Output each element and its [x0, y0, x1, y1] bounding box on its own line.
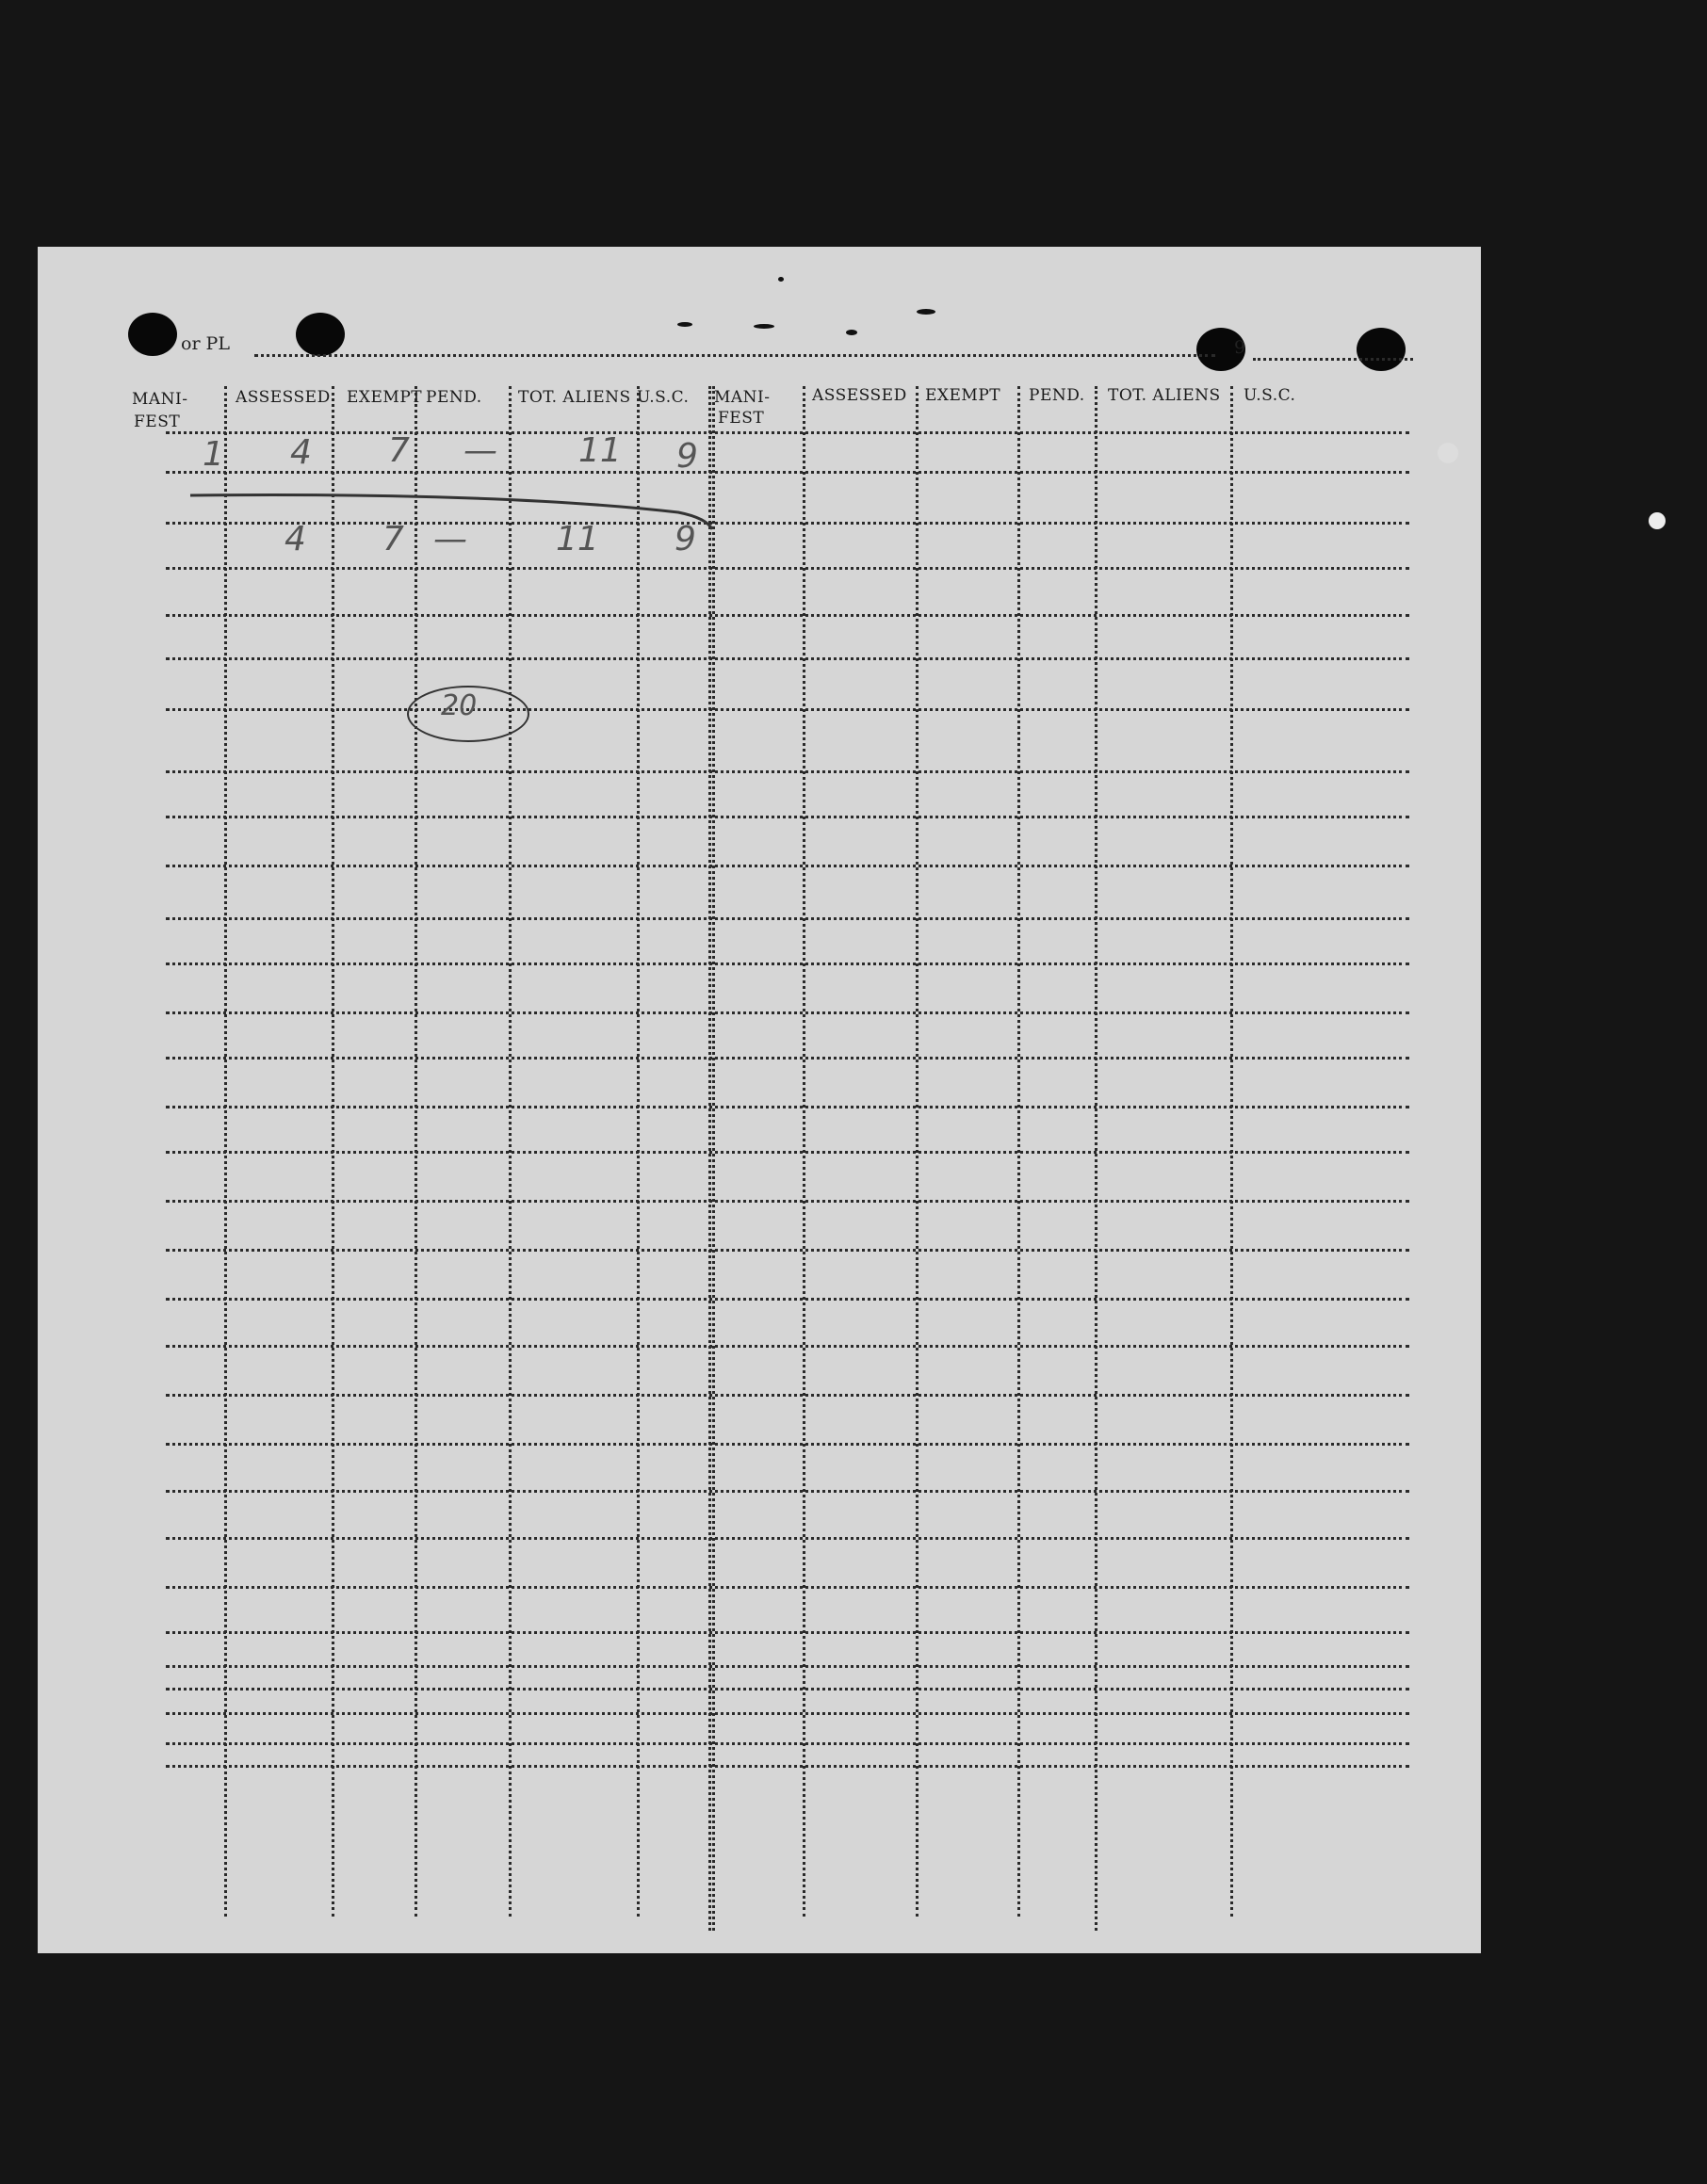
col-header-assessed-2: ASSESSED — [812, 386, 907, 405]
form-header-prefix: or PL — [181, 333, 230, 354]
grid-row-line — [166, 1057, 1409, 1060]
col-header-manifest-1: MANI- — [132, 390, 188, 409]
grid-row-line — [166, 708, 1409, 711]
grid-column-line — [1017, 386, 1020, 1917]
entry-pend: — — [463, 431, 497, 470]
punch-hole-left-1 — [128, 313, 177, 356]
punch-hole-left-2 — [296, 313, 345, 356]
grid-column-line — [637, 386, 640, 1917]
ink-speck — [677, 322, 692, 327]
col-header-pend-1: PEND. — [426, 388, 482, 407]
margin-speck — [1438, 443, 1458, 463]
col-header-assessed-1: ASSESSED — [236, 388, 331, 407]
grid-row-line — [166, 1742, 1409, 1745]
margin-speck — [1649, 512, 1666, 529]
grid-column-line — [708, 386, 711, 1931]
grid-column-line — [916, 386, 919, 1917]
col-header-manifest-1-line2: FEST — [134, 413, 181, 431]
grid-row-line — [166, 816, 1409, 818]
col-header-usc-1: U.S.C. — [637, 388, 690, 407]
entry-exempt: 7 — [388, 431, 410, 470]
entry-manifest: 1 — [203, 435, 224, 474]
col-header-usc-2: U.S.C. — [1244, 386, 1296, 405]
col-header-pend-2: PEND. — [1029, 386, 1085, 405]
grid-row-line — [166, 1011, 1409, 1014]
ink-speck — [917, 309, 935, 315]
grid-column-line — [509, 386, 512, 1917]
grid-column-line — [224, 386, 227, 1917]
grid-column-line — [1230, 386, 1233, 1917]
total-usc: 9 — [675, 520, 696, 558]
col-header-tot-aliens-2: TOT. ALIENS — [1108, 386, 1221, 405]
col-header-manifest-2-line2: FEST — [718, 409, 765, 428]
col-header-exempt-2: EXEMPT — [925, 386, 1001, 405]
form-sheet — [38, 247, 1481, 1953]
col-header-manifest-2: MANI- — [714, 388, 771, 407]
grid-row-line — [166, 963, 1409, 965]
ink-speck — [754, 324, 774, 329]
grid-column-line — [803, 386, 805, 1917]
grid-column-line — [712, 386, 715, 1931]
grid-row-line — [166, 1537, 1409, 1540]
grid-row-line — [166, 770, 1409, 773]
punch-hole-right-2 — [1357, 328, 1406, 371]
grid-column-line — [332, 386, 334, 1917]
total-pend: — — [433, 520, 467, 558]
grid-row-line — [166, 1765, 1409, 1768]
grid-row-line — [166, 1249, 1409, 1252]
grid-row-line — [166, 1345, 1409, 1348]
grid-row-line — [166, 1151, 1409, 1154]
grid-row-line — [166, 1490, 1409, 1493]
col-header-tot-aliens-1: TOT. ALIENS — [518, 388, 631, 407]
total-assessed: 4 — [284, 520, 306, 558]
grid-row-line — [166, 1443, 1409, 1446]
header-dotted-rule-right — [1253, 358, 1413, 361]
ink-speck — [778, 277, 784, 282]
grid-column-line — [1095, 386, 1097, 1931]
grid-row-line — [166, 657, 1409, 660]
grid-row-line — [166, 1665, 1409, 1668]
col-header-exempt-1: EXEMPT — [347, 388, 423, 407]
grid-row-line — [166, 567, 1409, 570]
grid-row-line — [166, 1106, 1409, 1108]
grid-row-line — [166, 614, 1409, 617]
grid-row-line — [166, 1200, 1409, 1203]
grid-row-line — [166, 471, 1409, 474]
grid-row-line — [166, 1586, 1409, 1589]
entry-tot-aliens: 11 — [578, 431, 622, 470]
circled-total: 20 — [441, 689, 478, 722]
grid-row-line — [166, 865, 1409, 867]
grid-row-line — [166, 1298, 1409, 1301]
grid-row-line — [166, 917, 1409, 920]
entry-assessed: 4 — [290, 433, 312, 472]
grid-row-line — [166, 1712, 1409, 1715]
header-dotted-rule — [254, 354, 1215, 357]
grid-column-line — [415, 386, 417, 1917]
total-tot-aliens: 11 — [556, 520, 599, 558]
grid-row-line — [166, 1688, 1409, 1691]
total-exempt: 7 — [382, 520, 404, 558]
grid-row-line — [166, 1394, 1409, 1397]
grid-row-line — [166, 431, 1409, 434]
grid-row-line — [166, 1631, 1409, 1634]
form-year-suffix: 9 — [1234, 337, 1246, 358]
entry-usc: 9 — [676, 437, 698, 476]
ink-speck — [846, 330, 857, 335]
